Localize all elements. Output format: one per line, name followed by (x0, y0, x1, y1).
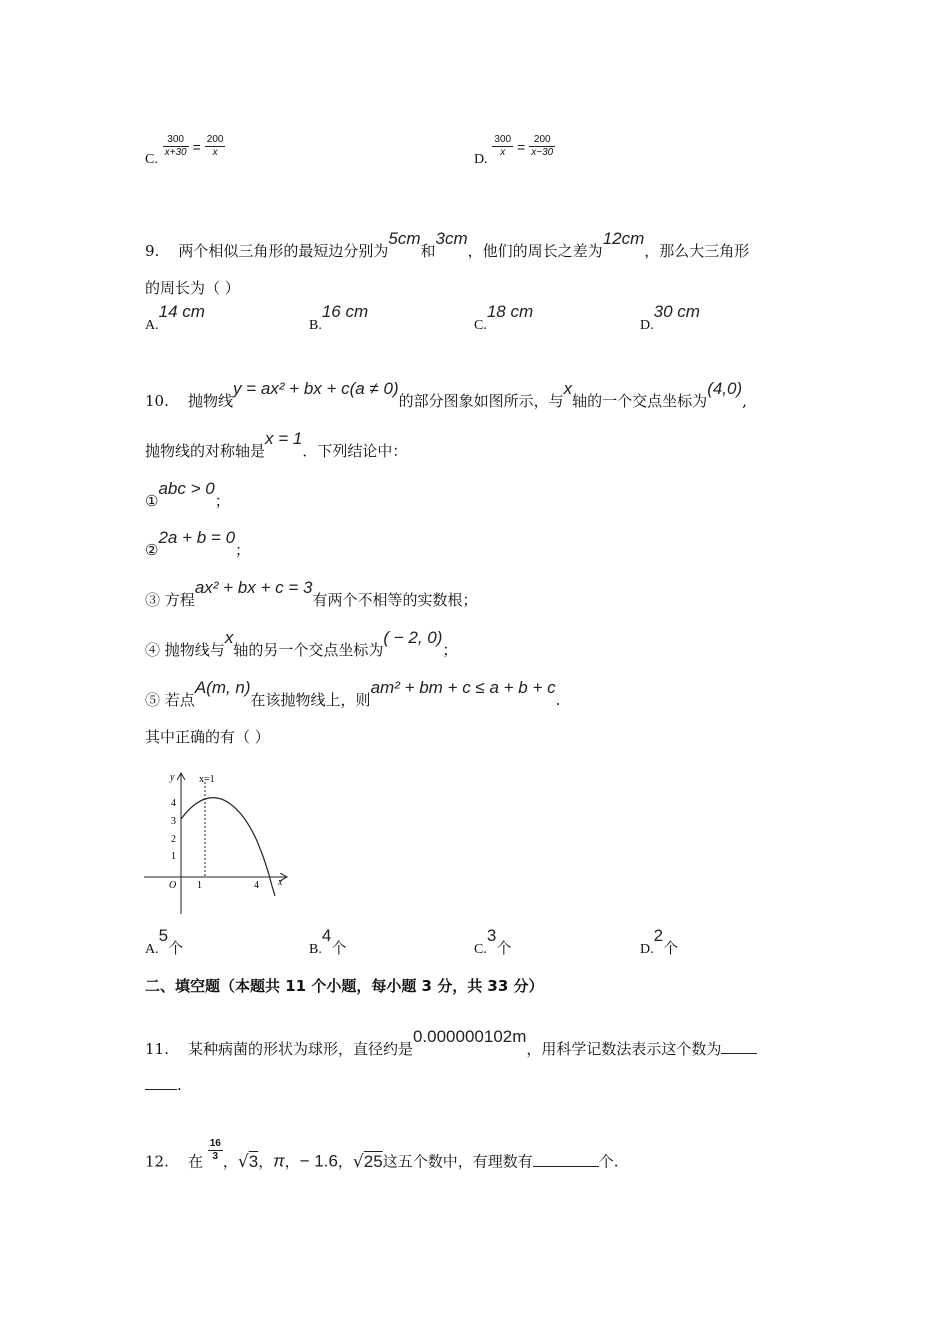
q8-option-d-equals: = (517, 138, 526, 155)
graph-ytick-2: 2 (171, 834, 176, 845)
q10-statement-1: ①abc > 0； (145, 479, 230, 510)
graph-origin: O (169, 880, 177, 891)
graph-y-label: y (170, 772, 175, 783)
q10-option-b: B.4个 (309, 926, 347, 957)
graph-ytick-4: 4 (171, 798, 176, 809)
q11-line1: 11. 某种病菌的形状为球形，直径约是0.000000102m，用科学记数法表示这个数为 (145, 1038, 757, 1059)
q8-option-c-equals: = (192, 138, 201, 155)
q9-option-c: C.18 cm (474, 302, 534, 333)
q12-pi: π (273, 1151, 285, 1171)
q10-line2: 抛物线的对称轴是x = 1．下列结论中： (145, 429, 408, 460)
q8-option-d-left-fraction: $\frac{300}{x}$ (494, 134, 512, 158)
graph-xtick-4: 4 (254, 880, 259, 891)
section-2-title: 二、填空题（本题共 11 个小题，每小题 3 分，共 33 分） (145, 977, 544, 995)
q9-math-5cm: 5cm (388, 229, 421, 248)
graph-xtick-1: 1 (197, 880, 202, 891)
q10-option-a: A.5个 (145, 926, 184, 957)
q12-answer-blank[interactable] (533, 1152, 599, 1167)
q12-neg: − 1.6 (299, 1151, 338, 1171)
q10-parabola-graph (140, 768, 290, 918)
graph-ytick-3: 3 (171, 816, 176, 827)
graph-ytick-1: 1 (171, 851, 176, 862)
q8-option-d (474, 134, 555, 167)
q10-statement-5: ⑤ 若点A(m, n)在该抛物线上，则am² + bm + c ≤ a + b + c. (145, 678, 561, 709)
q8-option-c (145, 134, 225, 167)
q9-line1: 9. 两个相似三角形的最短边分别为5cm和3cm，他们的周长之差为12cm，那么大三角形 (145, 229, 750, 260)
q9-number: 9. (145, 242, 160, 260)
q12-sqrt3: √3 (237, 1151, 259, 1172)
q9-math-12cm: 12cm (602, 229, 645, 248)
q10-question: 其中正确的有（ ） (145, 728, 270, 746)
q10-option-d: D.2个 (640, 926, 679, 957)
q8-option-c-left-fraction: $\frac{300}{x+30}$ (164, 134, 187, 158)
q11-number: 11. (145, 1040, 169, 1058)
q10-option-c: C.3个 (474, 926, 512, 957)
parabola-curve (181, 798, 275, 896)
graph-sym-label: x=1 (199, 774, 215, 785)
q9-line2: 的周长为（ ） (145, 279, 240, 297)
q12-sqrt25: √25 (352, 1151, 383, 1172)
q10-line1: 10. 抛物线y = ax² + bx + c(a ≠ 0)的部分图象如图所示，与x轴的一个交点坐标为(4,0), (145, 379, 747, 410)
q8-option-c-right-fraction: $\frac{200}{x}$ (206, 134, 224, 158)
q8-option-c-label: C. (145, 151, 158, 167)
q12-line1: 12. 在 $\frac{16}{3}$ ，√3，π，− 1.6，√25这五个数中，有理数有 个. (145, 1138, 619, 1172)
q9-option-b: B.16 cm (309, 302, 369, 333)
q10-statement-2: ②2a + b = 0； (145, 528, 251, 559)
q11-answer-blank-2[interactable] (145, 1075, 177, 1090)
q10-statement-4: ④ 抛物线与x轴的另一个交点坐标为( − 2, 0)； (145, 628, 458, 659)
q9-option-a: A.14 cm (145, 302, 205, 333)
graph-x-label: x (278, 877, 283, 888)
q8-option-d-right-fraction: $\frac{200}{x-30}$ (531, 134, 554, 158)
q10-statement-3: ③ 方程ax² + bx + c = 3有两个不相等的实数根； (145, 578, 478, 609)
q12-number: 12. (145, 1152, 169, 1171)
q10-number: 10. (145, 392, 169, 410)
q9-math-3cm: 3cm (435, 229, 468, 248)
q8-option-d-label: D. (474, 151, 488, 167)
q9-option-d: D.30 cm (640, 302, 700, 333)
q10-parabola-equation: y = ax² + bx + c(a ≠ 0) (232, 379, 399, 398)
q12-fraction: $\frac{16}{3}$ (209, 1138, 221, 1162)
q11-line2: . (145, 1075, 182, 1094)
q11-answer-blank-1[interactable] (721, 1039, 757, 1054)
